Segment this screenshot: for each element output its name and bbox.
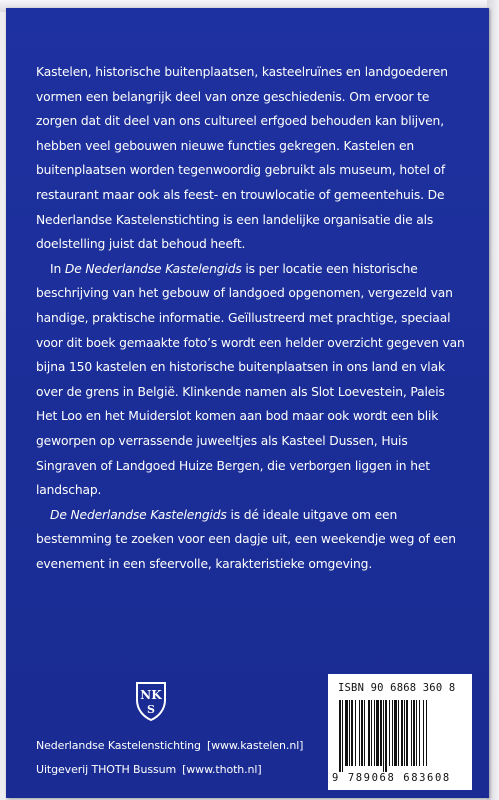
logo-letters-top: NK [140,688,162,702]
foundation-name: Nederlandse Kastelenstichting [36,739,201,752]
barcode-bar [345,700,348,766]
barcode-bar [361,700,363,766]
barcode-bar [349,700,350,766]
barcode-bar [371,700,372,766]
blurb-paragraph-2 [36,257,468,503]
barcode-bars [338,700,462,772]
barcode-bar [392,700,393,766]
ean-number: 9 789068 683608 [332,772,451,784]
barcode-bar [419,700,420,766]
blurb-p2-prefix: In [50,261,65,276]
barcode-bar [383,700,384,772]
barcode-bar [404,700,405,766]
barcode-bar [416,700,417,766]
foundation-url: [www.kastelen.nl] [206,739,304,752]
barcode-bar [394,700,397,766]
book-title-inline: De Nederlandse Kastelengids [50,507,227,522]
blurb-paragraph-3 [36,503,468,577]
barcode-bar [423,700,424,766]
barcode-bar [389,700,390,766]
barcode-bar [368,700,370,766]
barcode-bar [339,700,341,772]
barcode-bar [374,700,375,766]
barcode-bar [380,700,382,766]
isbn-number: ISBN 90 6868 360 8 [338,682,456,694]
barcode-bar [398,700,399,766]
blurb-paragraph-1: Kastelen, historische buitenplaatsen, kasteelruïnes en landgoederen vormen een belangrijk deel van onze geschiedenis. Om ervoor te zorgen dat dit deel van ons cultureel erfgoed behouden kan blijven, hebben veel gebouwen nieuwe functies gekregen. Kastelen en buitenplaatsen worden tegenwoordig gebruikt als museum, hotel of restaurant maar ook als feest- en trouwlocatie of gemeentehuis. De Nederlandse Kastelenstichting is een landelijke organisatie die als doelstelling juist dat behoud heeft. [36,65,448,252]
publisher-info [36,734,336,782]
barcode-bar [342,700,343,772]
shield-icon [134,680,168,722]
barcode-bar [376,700,379,766]
barcode-bar [413,700,415,766]
barcode-bar [401,700,403,766]
barcode-bar [351,700,353,766]
isbn-barcode [328,674,472,790]
blurb-p2-rest: is per locatie een historische beschrijving van het gebouw of landgoed opgenomen, vergezeld van handige, praktische informatie. Geïllustreerd met prachtige, speciaal voor dit boek gemaakte foto’s wordt een helder overzicht gegeven van bijna 150 kastelen en historische buitenplaatsen in ons land en vlak over de grens in België. Klinkende namen als Slot Loevestein, Paleis Het Loo en het Muiderslot komen aan bod maar ook wordt een blik geworpen op verrassende juweeltjes als Kasteel Dussen, Huis Singraven of Landgoed Huize Bergen, die verborgen liggen in het landschap. [36,261,465,498]
barcode-bar [426,700,427,766]
publisher-url: [www.thoth.nl] [182,763,262,776]
barcode-bar [411,700,412,766]
book-title-inline: De Nederlandse Kastelengids [64,261,242,276]
blurb-p3-rest: is dé ideale uitgave om een bestemming te zoeken voor een dagje uit, een weekendje weg of een evenement in een sfeervolle, karakteristieke omgeving. [36,507,456,571]
publisher-name: Uitgeverij THOTH Bussum [36,763,177,776]
barcode-bar [355,700,356,766]
barcode-bar [364,700,365,766]
logo-letter-bottom: S [147,703,155,716]
barcode-bar [385,700,387,772]
footer-line-foundation [36,734,336,758]
footer-line-publisher [36,758,336,782]
barcode-bar [406,700,408,766]
barcode-bar [359,700,360,766]
blurb-text [36,60,468,576]
book-back-cover [6,8,489,798]
